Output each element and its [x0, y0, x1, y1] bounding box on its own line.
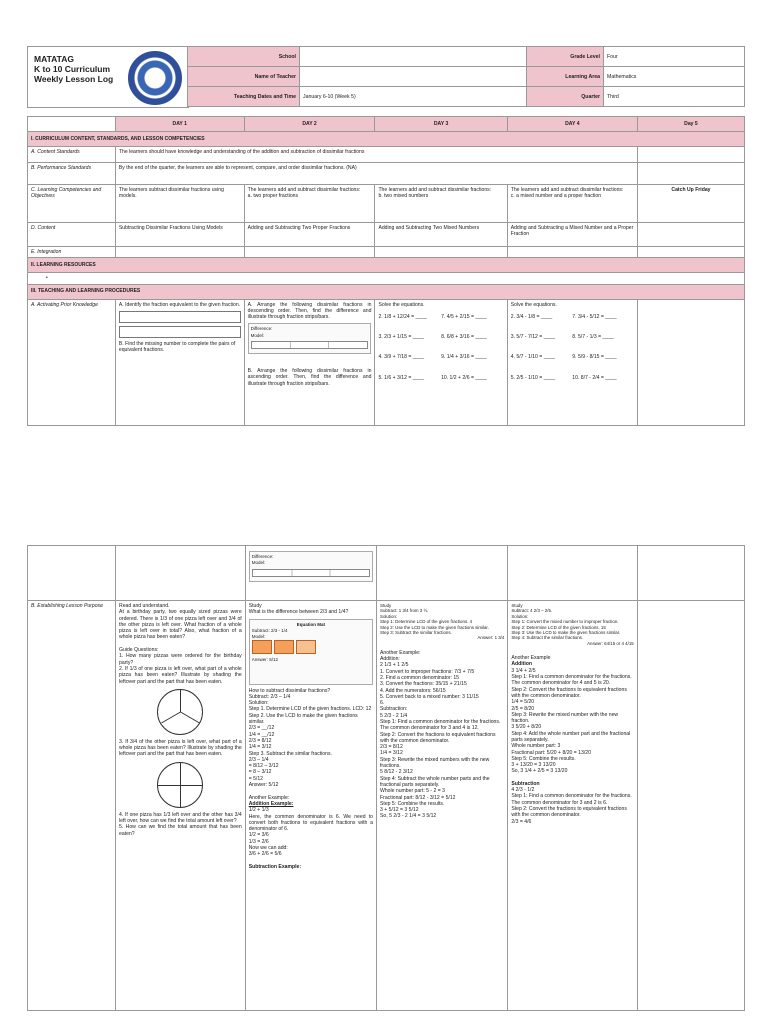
quarter-value: Third [604, 87, 745, 107]
quarter-label: Quarter [527, 87, 604, 107]
competency-cell: The learners add and subtract dissimilar fractions: a. two proper fractions [244, 185, 375, 223]
teacher-label: Name of Teacher [188, 67, 300, 87]
competency-cell: The learners add and subtract dissimilar fractions: b. two mixed numbers [375, 185, 507, 223]
pizza-circle-icon [157, 762, 203, 808]
meta-table [187, 46, 745, 107]
day-header: DAY 1 [115, 117, 244, 132]
equation: 10. 8/7 - 2/4 = ____ [572, 374, 617, 381]
brand-title: MATATAG K to 10 Curriculum Weekly Lesson Log [34, 54, 114, 84]
activating-d4: Solve the equations. 2. 3/4 - 1/8 = ____ 7. 3/4 - 5/12 = ____ 3. 5/7 - 7/12 = ____ 8. 5/7 - 1/3 = ____ 4. 5/7 - 1/10 = ____ 9. 5/9 - 8/15 = ____ 5. 2/5 - 1/10 = ____ 10. 8/7 - 2/4 = ____ [507, 299, 637, 425]
section-heading: II. LEARNING RESOURCES [28, 258, 745, 273]
grade-value: Four [604, 47, 745, 67]
performance-standards: By the end of the quarter, the learners are able to represent, compare, and order dissimilar fractions. (NA) [115, 163, 637, 185]
pizza-circle-icon [157, 689, 203, 735]
equation: 5. 2/5 - 1/10 = ____ [510, 374, 556, 381]
equation: 2. 1/8 + 12/24 = ____ [378, 313, 427, 320]
establish-d2: Study What is the difference between 2/3 and 1/4? Equation Mat Subtract: 2/3 - 1/4 Model: Answer: 5/12 How to subtract dissimilar fractions? Subtract: 2/3 – 1/4 Solution: Step 1. Determine LCD of the given fractions. LCD: 12 Step 2. Use the LCD to make the given fractions similar. 2/3 = __/12 1/4 = __/12 2/3 = 8/12 1/4 = 3/12 Step 3. Subtract the similar fractions. 2/3 – 1/4 = 8/12 – 3/12 = 8 – 3/12 = 5/12 Answer: 5/12 Another Example: Addition Example: 1/2 + 1/3 Here, the common denominator is 6. We need to convert both fractions to equivalent fractions with a denominator of 6. 1/2 = 3/6 1/3 = 2/6 Now we can add: 3/6 + 2/6 = 5/6 Subtraction Example: [245, 601, 376, 1011]
row-label: D. Content [28, 223, 116, 247]
school-label: School [188, 47, 300, 67]
section-heading: III. TEACHING AND LEARNING PROCEDURES [28, 284, 745, 299]
content-standards: The learners should have knowledge and understanding of the addition and subtraction of dissimilar fractions [115, 147, 637, 163]
fraction-table [119, 311, 241, 323]
area-value: Mathematics [604, 67, 745, 87]
equation: 10. 1/2 + 2/6 = ____ [441, 374, 487, 381]
content-cell: Adding and Subtracting Two Proper Fractions [244, 223, 375, 247]
equation: 9. 5/9 - 8/15 = ____ [572, 354, 617, 361]
equation: 4. 3/9 + 7/18 = ____ [378, 354, 425, 361]
lesson-log-table [27, 116, 745, 426]
equation: 5. 1/6 + 3/12 = ____ [378, 374, 425, 381]
day-header: Day 5 [637, 117, 744, 132]
equation-mat-figure: Equation Mat Subtract: 2/3 - 1/4 Model: Answer: 5/12 [249, 619, 373, 685]
equation: 8. 6/8 + 3/16 = ____ [441, 334, 487, 341]
school-value [300, 47, 527, 67]
fraction-strip-figure: Difference: Model: [248, 323, 372, 354]
brand-box [27, 46, 189, 108]
establish-d3: Study Subtract: 1 3/4 from 3 ½. Solution: Step 1: Determine LCD of the given fractions. 4 Step 2: Use the LCD to make the given fractions similar. Step 3: Subtract the similar fractions. Answer: 1 3/4 Another Example: Addition: 2 1/3 + 1 2/5 1. Convert to improper fractions: 7/3 + 7/5 2. Find a common denominator: 15 3. Convert the fractions: 35/15 + 21/15 4. Add the numerators: 56/15 5. Convert back to a mixed number: 3 11/15 6. Subtraction: 5 2/3 - 2 1/4 Step 1: Find a common denominator for the fractions. The common denominator for 3 and 4 is 12. Step 2: Convert the fractions to equivalent fractions with the common denominator. 2/3 = 8/12 1/4 = 3/12 Step 3: Rewrite the mixed numbers with the new fractions. 5 8/12 - 2 3/12 Step 4: Subtract the whole number parts and the fractional parts separately. Whole number part: 5 - 2 = 3 Fractional part: 8/12 - 3/12 = 5/12 Step 5: Combine the results. 3 + 5/12 = 3 5/12 So, 5 2/3 - 2 1/4 = 3 5/12 [377, 601, 508, 1011]
catch-up-friday: Catch Up Friday [637, 185, 744, 223]
day-header: DAY 4 [507, 117, 637, 132]
equation: 7. 4/5 + 2/15 = ____ [441, 313, 487, 320]
equation: 3. 2/3 + 1/15 = ____ [378, 334, 425, 341]
day-header: DAY 3 [375, 117, 507, 132]
fraction-table [119, 326, 241, 338]
lesson-log-table-page2 [27, 545, 745, 1011]
section-heading: I. CURRICULUM CONTENT, STANDARDS, AND LESSON COMPETENCIES [28, 132, 745, 147]
competency-cell: The learners subtract dissimilar fractions using models. [115, 185, 244, 223]
activating-d1: A. Identify the fraction equivalent to the given fraction. B. Find the missing number to complete the pairs of equivalent fractions. [115, 299, 244, 425]
row-label: A. Activating Prior Knowledge [28, 299, 116, 425]
teacher-value [300, 67, 527, 87]
equation: 8. 5/7 - 1/3 = ____ [572, 334, 614, 341]
content-cell: Adding and Subtracting a Mixed Number and a Proper Fraction [507, 223, 637, 247]
deped-seal-icon [128, 51, 182, 105]
equation: 2. 3/4 - 1/8 = ____ [510, 313, 553, 320]
establish-d4: Study Subtract: 4 2/3 – 2/5. Solution: Step 1: Convert the mixed number to improper fraction. Step 2: Determine LCD of the given fractions. 15 Step 3: Use the LCD to make the given fractions similar. Step 4: Subtract the similar fractions. Answer: 64/15 or 4 4/15 Another Example Addition 3 1/4 + 2/5 Step 1: Find a common denominator for the fractions. The common denominator for 4 and 5 is 20. Step 2: Convert the fractions to equivalent fractions with the common denominator. 1/4 = 5/20 2/5 = 8/20 Step 3: Rewrite the mixed number with the new fraction. 3 5/20 + 8/20 Step 4: Add the whole number part and the fractional parts separately. Whole number part: 3 Fractional part: 5/20 + 8/20 = 13/20 Step 5: Combine the results. 3 + 13/20 = 3 13/20 So, 3 1/4 + 2/5 = 3 13/20 Subtraction 4 2/3 - 1/2 Step 1: Find a common denominator for the fractions. The common denominator for 3 and 2 is 6. Step 2: Convert the fractions to equivalent fractions with the common denominator. 2/3 = 4/6 [508, 601, 637, 1011]
activating-d2: A. Arrange the following dissimilar fractions in descending order. Then, find the difference and illustrate through fraction strips/bars. Difference: Model: B. Arrange the following dissimilar fractions in ascending order. Then, find the difference and illustrate through fraction strips/bars. [244, 299, 375, 425]
content-cell: Subtracting Dissimilar Fractions Using Models [115, 223, 244, 247]
row-label: C. Learning Competencies and Objectives [28, 185, 116, 223]
fraction-strip-figure: Difference: Model: [249, 551, 373, 582]
dates-label: Teaching Dates and Time [188, 87, 300, 107]
equation: 9. 1/4 + 3/16 = ____ [441, 354, 487, 361]
competency-cell: The learners add and subtract dissimilar fractions: c. a mixed number and a proper fraction [507, 185, 637, 223]
dates-value: January 6-10 (Week 5) [300, 87, 527, 107]
row-label: E. Integration [28, 247, 116, 258]
area-label: Learning Area [527, 67, 604, 87]
equation: 7. 3/4 - 5/12 = ____ [572, 313, 617, 320]
establish-d1: Read and understand. At a birthday party, two equally sized pizzas were ordered. There is 1/3 of one pizza left over and 3/4 of the other pizza is left over. What fraction of a whole pizza is left over in total? Also, what fraction of a whole pizza has been eaten? Guide Questions: 1. How many pizzas were ordered for the birthday party? 2. If 1/3 of one pizza is left over, what part of a whole pizza has been eaten? Illustrate by shading the leftover part and the part that has been eaten. 3. If 3/4 of the other pizza is left over, what part of a whole pizza has been eaten? Illustrate by shading the leftover part and the part that has been eaten. 4. If one pizza has 1/3 left over and the other has 3/4 left over, how can we find the total amount left over? 5. How can we find the total amount that has been eaten? [116, 601, 246, 1011]
equation: 4. 5/7 - 1/10 = ____ [510, 354, 556, 361]
day-header: DAY 2 [244, 117, 375, 132]
activating-d3: Solve the equations. 2. 1/8 + 12/24 = ____ 7. 4/5 + 2/15 = ____ 3. 2/3 + 1/15 = ____ 8. 6/8 + 3/16 = ____ 4. 3/9 + 7/18 = ____ 9. 1/4 + 3/16 = ____ 5. 1/6 + 3/12 = ____ 10. 1/2 + 2/6 = ____ [375, 299, 507, 425]
row-label: B. Establishing Lesson Purpose [28, 601, 116, 1011]
row-label: A. Content Standards [28, 147, 116, 163]
grade-label: Grade Level [527, 47, 604, 67]
resource-bullet: • [28, 273, 745, 284]
row-label: B. Performance Standards [28, 163, 116, 185]
equation: 3. 5/7 - 7/12 = ____ [510, 334, 556, 341]
content-cell: Adding and Subtracting Two Mixed Numbers [375, 223, 507, 247]
